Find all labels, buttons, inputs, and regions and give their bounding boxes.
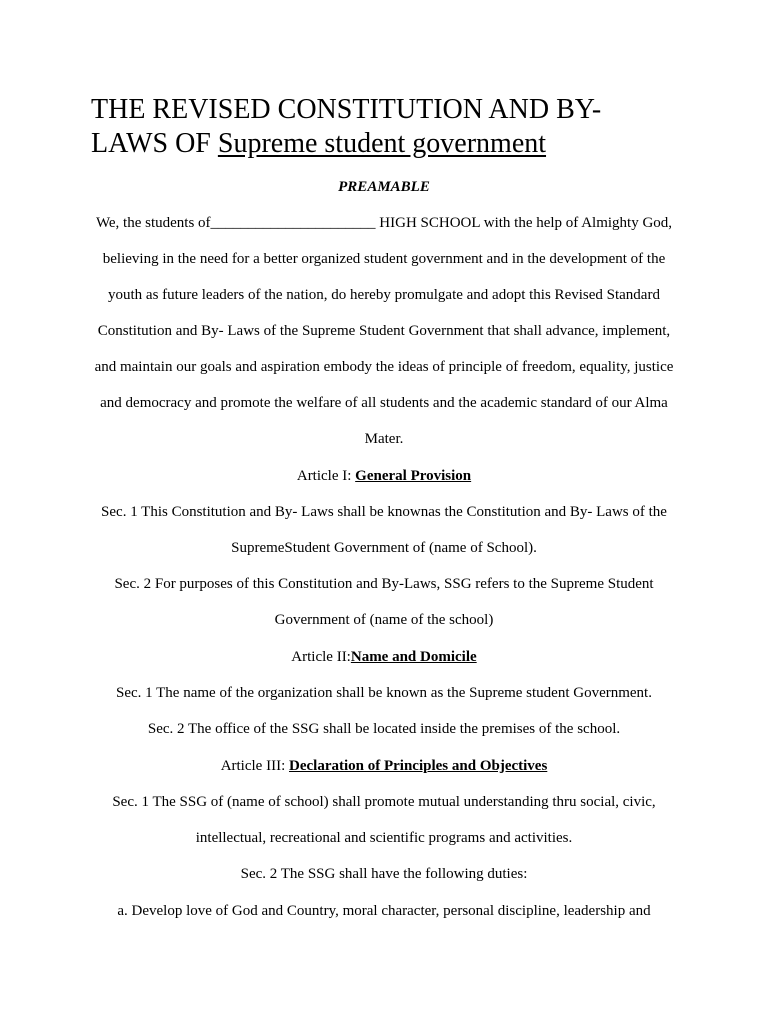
preamble-heading: PREAMABLE — [338, 179, 430, 195]
article-1-name: General Provision — [355, 468, 472, 484]
article-1-line: SupremeStudent Government of (name of School). — [231, 540, 537, 556]
article-3-line: intellectual, recreational and scientific programs and activities. — [195, 830, 573, 846]
article-1-line: Government of (name of the school) — [274, 612, 494, 628]
article-1-line: Sec. 1 This Constitution and By- Laws shall be knownas the Constitution and By- Laws of the — [101, 504, 667, 520]
article-1-heading — [70, 466, 698, 486]
article-3-name: Declaration of Principles and Objectives — [289, 758, 548, 774]
article-3-line: Sec. 2 The SSG shall have the following duties: — [240, 866, 528, 882]
article-3-list-item: a. Develop love of God and Country, moral character, personal discipline, leadership and — [117, 903, 651, 919]
preamble-line: Mater. — [364, 431, 404, 447]
title-line-1: THE REVISED CONSTITUTION AND BY- — [91, 94, 602, 125]
document-title — [91, 93, 711, 161]
article-1-line: Sec. 2 For purposes of this Constitution and By-Laws, SSG refers to the Supreme Student — [114, 576, 654, 592]
title-line-2-prefix: LAWS OF — [91, 128, 218, 159]
article-3-line: Sec. 1 The SSG of (name of school) shall promote mutual understanding thru social, civic, — [112, 794, 656, 810]
article-2-prefix: Article II: — [291, 649, 351, 665]
article-3-prefix: Article III: — [220, 758, 289, 774]
preamble-line: Constitution and By- Laws of the Supreme Student Government that shall advance, implement, — [97, 323, 671, 339]
article-2-heading — [70, 647, 698, 667]
preamble-line: and democracy and promote the welfare of all students and the academic standard of our Alma — [100, 395, 668, 411]
preamble-line: and maintain our goals and aspiration embody the ideas of principle of freedom, equality, justice — [94, 359, 674, 375]
preamble-line: youth as future leaders of the nation, do hereby promulgate and adopt this Revised Standard — [108, 287, 660, 303]
title-underlined-name: Supreme student government — [217, 128, 547, 159]
article-2-line: Sec. 1 The name of the organization shall be known as the Supreme student Government. — [116, 685, 652, 701]
article-1-prefix: Article I: — [296, 468, 356, 484]
preamble-line: We, the students of______________________ HIGH SCHOOL with the help of Almighty God, — [95, 215, 673, 231]
article-2-line: Sec. 2 The office of the SSG shall be located inside the premises of the school. — [147, 721, 621, 737]
article-2-name: Name and Domicile — [350, 649, 477, 665]
preamble-line: believing in the need for a better organized student government and in the development of the — [102, 251, 666, 267]
article-3-heading — [70, 756, 698, 776]
